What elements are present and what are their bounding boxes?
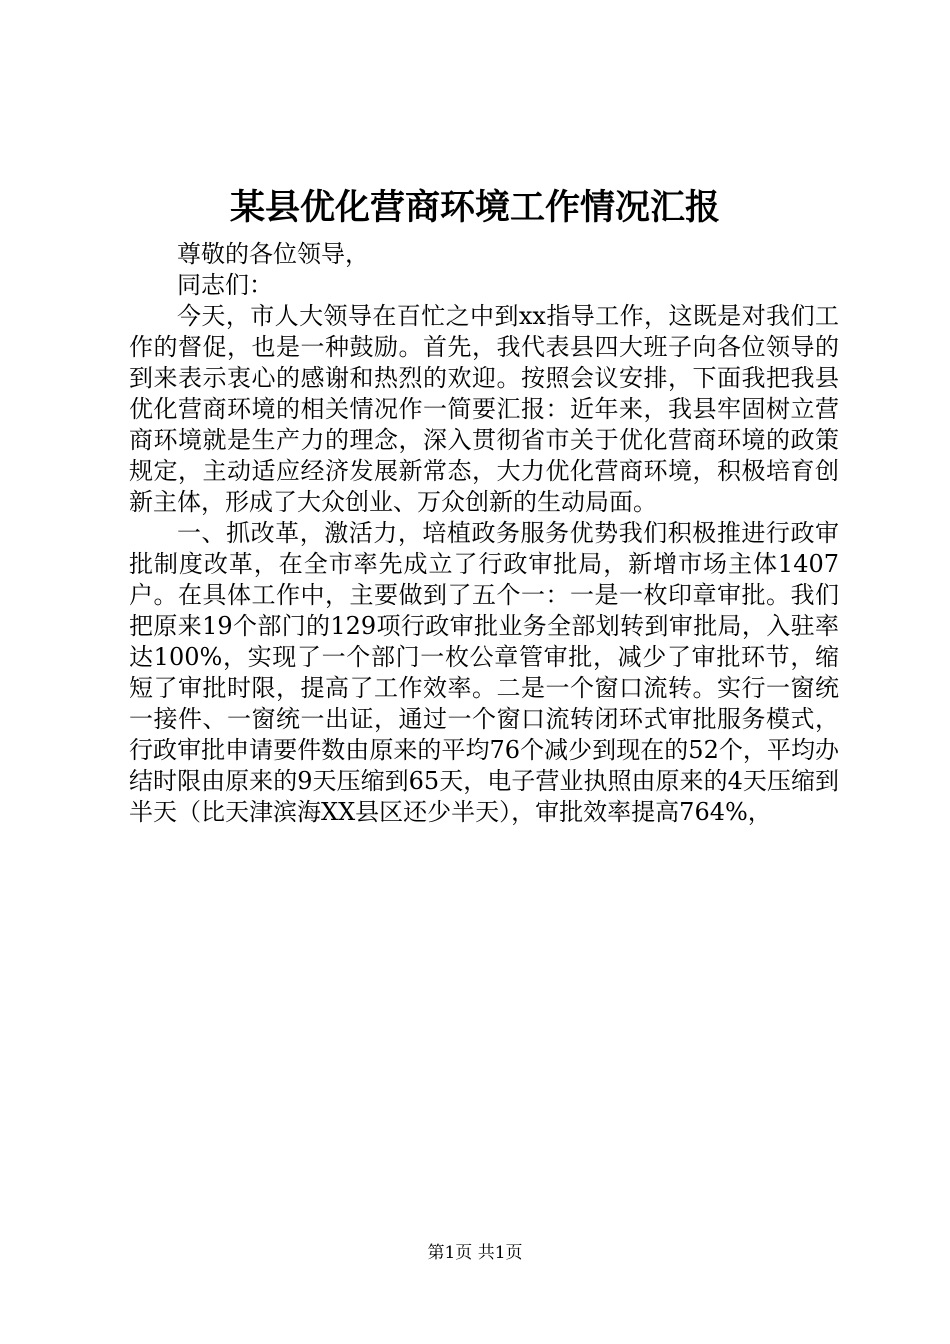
paragraph-intro: 今天，市人大领导在百忙之中到xx指导工作，这既是对我们工作的督促，也是一种鼓励。首先，我代表县四大班子向各位领导的到来表示衷心的感谢和热烈的欢迎。按照会议安排，下面我把我县优化营商环境的相关情况作一简要汇报：近年来，我县牢固树立营商环境就是生产力的理念，深入贯彻省市关于优化营商环境的政策规定，主动适应经济发展新常态，大力优化营商环境，积极培育创新主体，形成了大众创业、万众创新的生动局面。 [129,302,839,516]
document-body [129,239,839,828]
document-title: 某县优化营商环境工作情况汇报 [229,187,720,228]
salutation-leaders: 尊敬的各位领导， [177,240,369,268]
paragraph-reform: 一、抓改革，激活力，培植政务服务优势我们积极推进行政审批制度改革，在全市率先成立了行政审批局，新增市场主体1407户。在具体工作中，主要做到了五个一：一是一枚印章审批。我们把原来19个部门的129项行政审批业务全部划转到审批局，入驻率达100%，实现了一个部门一枚公章管审批，减少了审批环节，缩短了审批时限，提高了工作效率。二是一个窗口流转。实行一窗统一接件、一窗统一出证，通过一个窗口流转闭环式审批服务模式，行政审批申请要件数由原来的平均76个减少到现在的52个，平均办结时限由原来的9天压缩到65天，电子营业执照由原来的4天压缩到半天（比天津滨海XX县区还少半天），审批效率提高764%， [129,519,839,826]
page-footer: 第1页 共1页 [427,1243,523,1263]
salutation-comrades: 同志们： [177,271,273,299]
